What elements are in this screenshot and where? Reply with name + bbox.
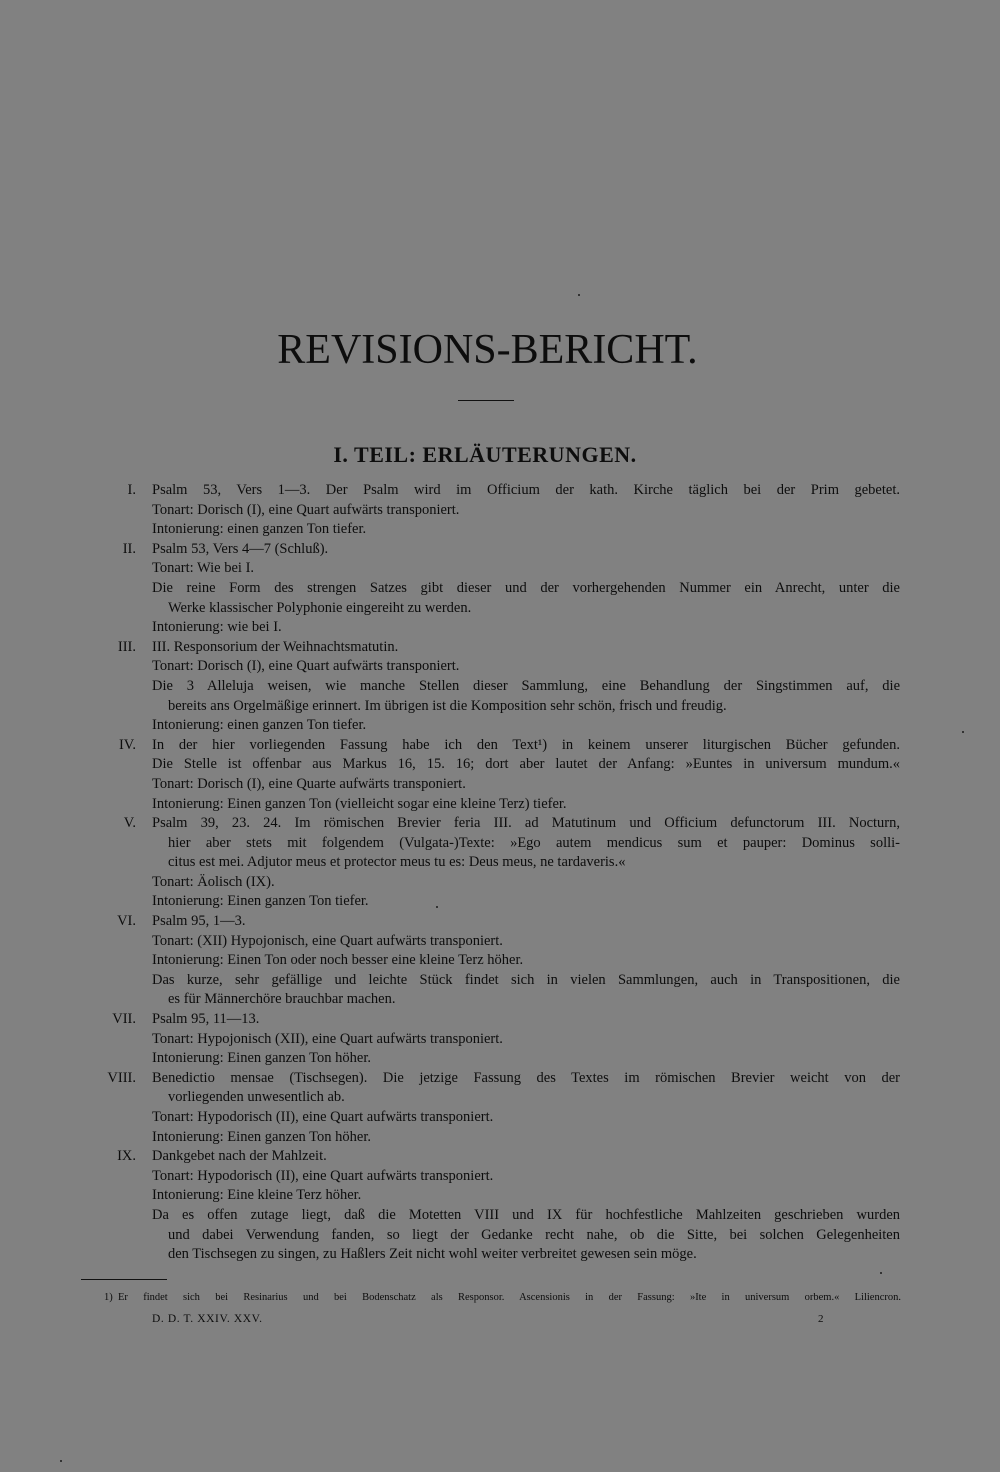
entry-line: Die 3 Alleluja weisen, wie manche Stellen dieser Sammlung, eine Behandlung der Singstimmen auf, die bbox=[152, 677, 900, 694]
entry-line: Tonart: Wie bei I. bbox=[152, 560, 255, 577]
entry-line: Psalm 53, Vers 4—7 (Schluß). bbox=[152, 540, 329, 557]
entry-line: Tonart: Hypojonisch (XII), eine Quart aufwärts transponiert. bbox=[152, 1030, 503, 1047]
entry-line: citus est mei. Adjutor meus et protector meus tu es: Deus meus, ne tardaveris.« bbox=[168, 854, 626, 871]
entry-line: Intonierung: Einen ganzen Ton höher. bbox=[152, 1128, 371, 1145]
entry-line: hier aber stets mit folgendem (Vulgata-)Texte: »Ego autem mendicus sum et pauper: Dominus solli- bbox=[168, 834, 900, 851]
entry-1 bbox=[0, 481, 1000, 540]
entry-body bbox=[152, 1147, 900, 1265]
entry-body bbox=[152, 814, 900, 912]
entry-line: vorliegenden unwesentlich ab. bbox=[168, 1089, 345, 1106]
print-speck bbox=[436, 906, 438, 908]
entry-2 bbox=[0, 540, 1000, 638]
entry-body bbox=[152, 1069, 900, 1147]
entry-line: Tonart: (XII) Hypojonisch, eine Quart aufwärts transponiert. bbox=[152, 932, 503, 949]
entry-4 bbox=[0, 736, 1000, 814]
entry-line: Dankgebet nach der Mahlzeit. bbox=[152, 1148, 327, 1165]
entry-body bbox=[152, 481, 900, 540]
page-title: REVISIONS-BERICHT. bbox=[277, 327, 698, 373]
entry-number: III. bbox=[117, 638, 136, 655]
entry-line: Psalm 95, 11—13. bbox=[152, 1011, 260, 1028]
volume-signature: D. D. T. XXIV. XXV. bbox=[152, 1313, 263, 1325]
entry-line: Intonierung: Einen ganzen Ton tiefer. bbox=[152, 893, 369, 910]
entry-number: I. bbox=[127, 482, 136, 498]
footnote-marker: 1) bbox=[104, 1292, 113, 1303]
entry-line: Tonart: Hypodorisch (II), eine Quart aufwärts transponiert. bbox=[152, 1109, 494, 1125]
entry-list bbox=[0, 481, 1000, 1265]
entry-line: Intonierung: einen ganzen Ton tiefer. bbox=[152, 521, 367, 538]
entry-body bbox=[152, 540, 900, 638]
entry-line: den Tischsegen zu singen, zu Haßlers Zeit nicht wohl weiter verbreitet gewesen sein möge. bbox=[168, 1246, 697, 1263]
print-speck bbox=[880, 1272, 882, 1274]
entry-line: Tonart: Dorisch (I), eine Quart aufwärts transponiert. bbox=[152, 658, 460, 675]
entry-number: II. bbox=[122, 540, 136, 557]
entry-line: III. Responsorium der Weihnachtsmatutin. bbox=[152, 638, 399, 655]
entry-5 bbox=[0, 814, 1000, 912]
entry-line: Intonierung: einen ganzen Ton tiefer. bbox=[152, 717, 367, 734]
entry-number: V. bbox=[123, 815, 136, 832]
entry-line: Psalm 95, 1—3. bbox=[152, 913, 246, 930]
entry-line: Psalm 53, Vers 1—3. Der Psalm wird im Officium der kath. Kirche täglich bei der Prim gebetet. bbox=[152, 482, 900, 498]
entry-line: Das kurze, sehr gefällige und leichte Stück findet sich in vielen Sammlungen, auch in Transpositionen, die bbox=[152, 971, 900, 988]
entry-line: Psalm 39, 23. 24. Im römischen Brevier feria III. ad Matutinum und Officium defunctorum III. Nocturn, bbox=[152, 815, 900, 832]
entry-line: Tonart: Dorisch (I), eine Quarte aufwärts transponiert. bbox=[152, 775, 466, 792]
footnote-divider bbox=[81, 1279, 167, 1280]
entry-3 bbox=[0, 638, 1000, 736]
entry-line: und dabei Verwendung fanden, so liegt der Gedanke recht nahe, ob die Sitte, bei solchen Gelegenheiten bbox=[168, 1226, 900, 1243]
entry-line: Tonart: Dorisch (I), eine Quart aufwärts transponiert. bbox=[152, 501, 460, 518]
entry-line: Die Stelle ist offenbar aus Markus 16, 15. 16; dort aber lautet der Anfang: »Euntes in universum mundum.« bbox=[152, 756, 900, 773]
entry-number: IX. bbox=[117, 1148, 136, 1165]
entry-line: In der hier vorliegenden Fassung habe ich den Text¹) in keinem unserer liturgischen Bücher gefunden. bbox=[152, 736, 900, 753]
entry-line: Da es offen zutage liegt, daß die Motetten VIII und IX für hochfestliche Mahlzeiten geschrieben wurden bbox=[152, 1206, 900, 1223]
entry-body bbox=[152, 638, 900, 736]
entry-body bbox=[152, 736, 900, 814]
footnote-text: Er findet sich bei Resinarius und bei Bodenschatz als Responsor. Ascensionis in der Fassung: »Ite in universum orbem.« Liliencron. bbox=[118, 1292, 901, 1303]
entry-line: Intonierung: Einen ganzen Ton höher. bbox=[152, 1050, 371, 1067]
entry-line: Tonart: Hypodorisch (II), eine Quart aufwärts transponiert. bbox=[152, 1167, 494, 1184]
entry-number: VII. bbox=[112, 1011, 136, 1028]
entry-number: IV. bbox=[118, 736, 136, 753]
title-divider bbox=[458, 400, 514, 401]
entry-7 bbox=[0, 1010, 1000, 1069]
entry-line: Intonierung: Einen ganzen Ton (vielleicht sogar eine kleine Terz) tiefer. bbox=[152, 795, 567, 812]
entry-6 bbox=[0, 912, 1000, 1010]
entry-line: Werke klassischer Polyphonie eingereiht zu werden. bbox=[168, 599, 472, 616]
entry-line: bereits ans Orgelmäßige erinnert. Im übrigen ist die Komposition sehr schön, frisch und freudig. bbox=[168, 697, 727, 714]
entry-number: VIII. bbox=[107, 1069, 136, 1086]
entry-8 bbox=[0, 1069, 1000, 1147]
entry-line: Intonierung: wie bei I. bbox=[152, 619, 282, 636]
entry-line: es für Männerchöre brauchbar machen. bbox=[168, 991, 396, 1008]
entry-number: VI. bbox=[117, 913, 136, 930]
entry-9 bbox=[0, 1147, 1000, 1265]
page-number: 2 bbox=[818, 1313, 824, 1325]
entry-line: Intonierung: Eine kleine Terz höher. bbox=[152, 1187, 362, 1204]
print-speck bbox=[578, 294, 580, 296]
entry-line: Tonart: Äolisch (IX). bbox=[152, 873, 275, 890]
section-heading: I. TEIL: ERLÄUTERUNGEN. bbox=[333, 442, 637, 467]
entry-line: Benedictio mensae (Tischsegen). Die jetzige Fassung des Textes im römischen Brevier weicht von der bbox=[152, 1069, 900, 1086]
print-speck bbox=[962, 731, 964, 733]
entry-line: Die reine Form des strengen Satzes gibt dieser und der vorhergehenden Nummer ein Anrecht, unter die bbox=[152, 579, 900, 596]
entry-body bbox=[152, 912, 900, 1010]
entry-line: Intonierung: Einen Ton oder noch besser eine kleine Terz höher. bbox=[152, 952, 524, 969]
entry-body bbox=[152, 1010, 900, 1069]
print-speck bbox=[60, 1460, 62, 1462]
